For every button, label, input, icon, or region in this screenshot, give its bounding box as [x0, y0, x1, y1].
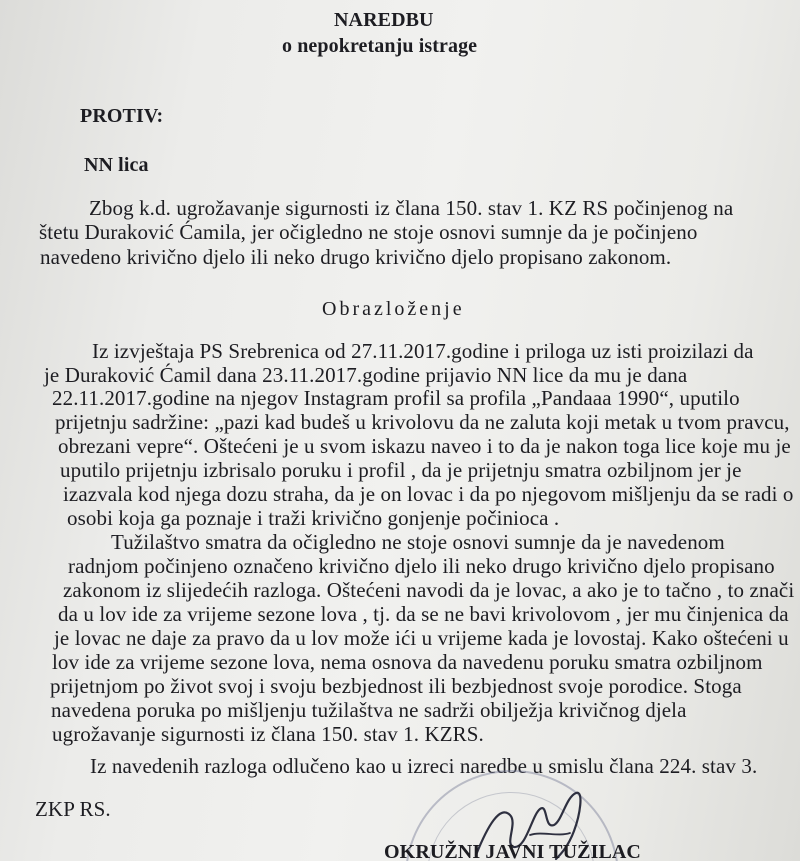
reasoning-line: zakonom iz slijedećih razloga. Oštećeni navodi da je lovac, a ako je to tačno , to znači	[63, 578, 795, 602]
reasoning-line: je lovac ne daje za pravo da u lov može ići u vrijeme kada je lovostaj. Kako oštećeni u	[54, 626, 789, 650]
reasoning-line: 22.11.2017.godine na njegov Instagram profil sa profila „Pandaaa 1990“, uputilo	[52, 386, 740, 410]
reasoning-line: radnjom počinjeno označeno krivično djelo ili neko drugo krivično djelo propisano	[68, 554, 775, 578]
against-party: NN lica	[84, 154, 149, 176]
reasoning-line: Iz izvještaja PS Srebrenica od 27.11.2017.godine i priloga uz isti proizilazi da	[92, 339, 754, 363]
conclusion-line: ZKP RS.	[35, 797, 111, 821]
reasoning-line: lov ide za vrijeme sezone lova, nema osnova da navedenu poruku smatra ozbiljnom	[52, 650, 763, 674]
dispositive-line: Zbog k.d. ugrožavanje sigurnosti iz člana 150. stav 1. KZ RS počinjenog na	[89, 196, 734, 220]
signature-title: OKRUŽNI JAVNI TUŽILAC	[384, 841, 641, 861]
document-subtitle: o nepokretanju istrage	[282, 35, 478, 57]
reasoning-line: je Duraković Ćamil dana 23.11.2017.godine prijavio NN lice da mu je dana	[44, 363, 688, 387]
dispositive-line: štetu Duraković Ćamila, jer očigledno ne stoje osnovi sumnje da je počinjeno	[39, 220, 698, 244]
reasoning-line: prijetnju sadržine: „pazi kad budeš u krivolovu da ne zaluta koji metak u tvom pravcu,	[55, 410, 790, 434]
document-title: NAREDBU	[334, 9, 434, 31]
reasoning-line: uputilo prijetnju izbrisalo poruku i profil , da je prijetnju smatra ozbiljnom jer je	[60, 458, 742, 482]
dispositive-line: navedeno krivično djelo ili neko drugo krivično djelo propisano zakonom.	[40, 245, 672, 269]
reasoning-line: osobi koja ga poznaje i traži krivično gonjenje počinioca .	[67, 506, 560, 530]
reasoning-line: obrezani vepre“. Oštećeni je u svom iskazu naveo i to da je nakon toga lice koje mu je	[58, 434, 791, 458]
reasoning-line: izazvala kod njega dozu straha, da je on lovac i da po njegovom mišljenju da se radi o	[63, 482, 794, 506]
reasoning-heading: Obrazloženje	[322, 298, 465, 320]
reasoning-line: navedena poruka po mišljenju tužilaštva ne sadrži obilježja krivičnog djela	[51, 698, 687, 722]
reasoning-line: ugrožavanje sigurnosti iz člana 150. stav 1. KZRS.	[52, 722, 484, 746]
reasoning-line: da u lov ide za vrijeme sezone lova , tj. da se ne bavi krivolovom , jer mu činjenica da	[58, 602, 789, 626]
conclusion-line: Iz navedenih razloga odlučeno kao u izreci naredbe u smislu člana 224. stav 3.	[90, 754, 758, 778]
against-label: PROTIV:	[80, 105, 164, 127]
reasoning-line: prijetnjom po život svoj i svoju bezbjednost ili bezbjednost svoje porodice. Stoga	[50, 674, 742, 698]
reasoning-line: Tužilaštvo smatra da očigledno ne stoje osnovi sumnje da je navedenom	[111, 530, 725, 554]
